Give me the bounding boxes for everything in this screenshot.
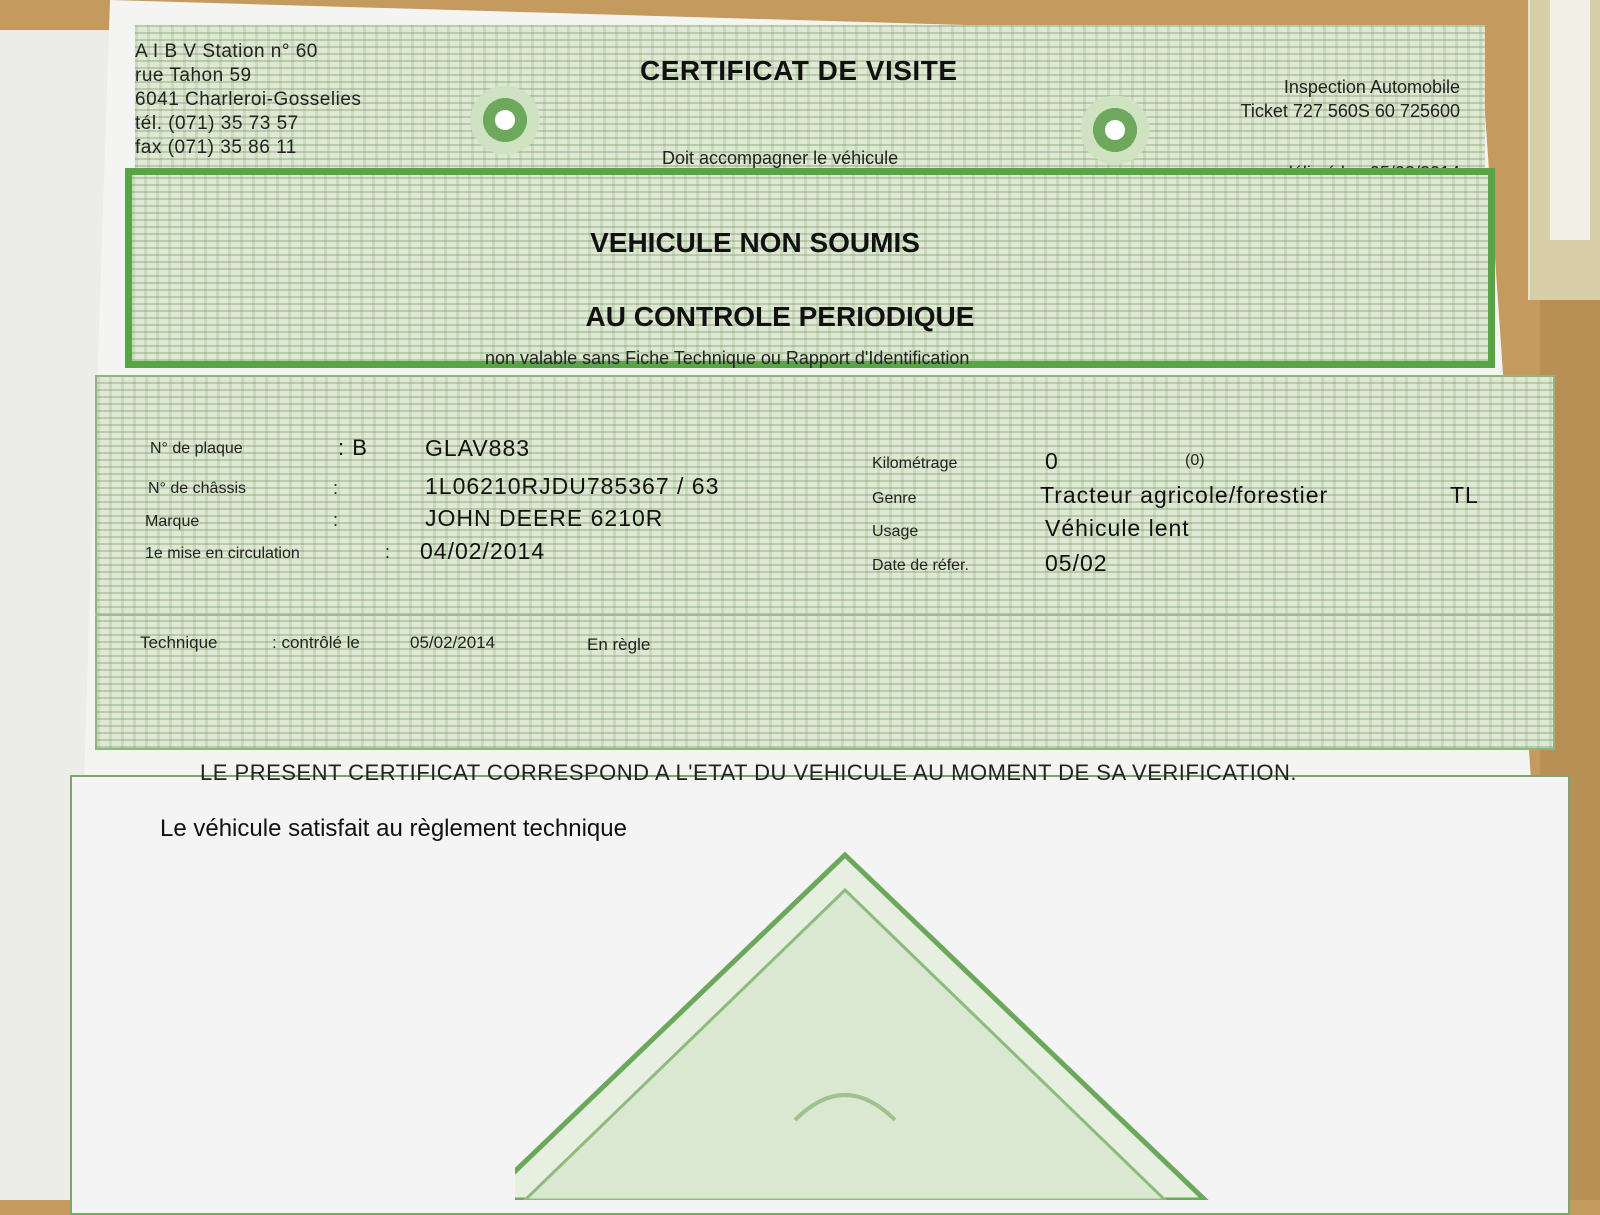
- usage-value: Véhicule lent: [1045, 515, 1190, 541]
- chassis-label: N° de châssis: [148, 480, 246, 497]
- separator: :: [333, 478, 339, 498]
- certificate-title: CERTIFICAT DE VISITE: [640, 55, 958, 86]
- control-date: 05/02/2014: [410, 633, 496, 652]
- first-registration-label: 1e mise en circulation: [145, 545, 300, 562]
- banner-line-1: VEHICULE NON SOUMIS: [590, 227, 920, 258]
- accompany-note: Doit accompagner le véhicule: [662, 148, 899, 168]
- separator: :: [333, 510, 339, 530]
- genre-value: Tracteur agricole/forestier: [1040, 482, 1329, 508]
- inspection-title: Inspection Automobile: [1283, 77, 1460, 97]
- technique-label: Technique: [140, 633, 218, 652]
- control-label: : contrôlé le: [272, 633, 360, 652]
- genre-label: Genre: [872, 490, 917, 507]
- chassis-value: 1L06210RJDU785367 / 63: [425, 473, 720, 499]
- triangle-inner: [525, 890, 1165, 1200]
- reference-date-value: 05/02: [1045, 550, 1108, 576]
- km-value: 0: [1045, 448, 1059, 474]
- ticket-number: Ticket 727 560S 60 725600: [1240, 101, 1460, 121]
- station-address: [135, 40, 465, 160]
- station-fax: fax (071) 35 86 11: [135, 137, 297, 158]
- green-triangle-emblem: [515, 850, 1215, 1200]
- reference-date-label: Date de réfer.: [872, 557, 969, 574]
- certificate-statement: LE PRESENT CERTIFICAT CORRESPOND A L'ETAT DU VEHICULE AU MOMENT DE SA VERIFICATION.: [200, 760, 1298, 785]
- separator: :: [385, 542, 391, 562]
- background-paper-sheet: [1549, 0, 1590, 240]
- compliance-statement: Le véhicule satisfait au règlement technique: [160, 815, 627, 842]
- first-registration-value: 04/02/2014: [420, 538, 546, 564]
- brand-label: Marque: [145, 513, 200, 530]
- km-label: Kilométrage: [872, 455, 958, 472]
- plate-value: GLAV883: [425, 435, 531, 461]
- eye-logo-icon: [450, 85, 560, 155]
- non-soumis-banner: [125, 168, 1495, 368]
- vehicle-info-panel: [95, 375, 1555, 750]
- brand-value: JOHN DEERE 6210R: [425, 505, 664, 531]
- usage-label: Usage: [872, 523, 919, 540]
- control-status: En règle: [587, 635, 651, 654]
- genre-code: TL: [1450, 482, 1479, 508]
- divider: [95, 614, 1555, 616]
- station-street: rue Tahon 59: [135, 65, 252, 86]
- station-line: A I B V Station n° 60: [135, 41, 318, 62]
- plate-prefix: : B: [338, 435, 368, 460]
- banner-note: non valable sans Fiche Technique ou Rapport d'Identification: [485, 348, 970, 368]
- banner-line-2: AU CONTROLE PERIODIQUE: [585, 301, 975, 332]
- km-unit: (0): [1185, 452, 1205, 469]
- station-phone: tél. (071) 35 73 57: [135, 113, 299, 134]
- plate-label: N° de plaque: [150, 440, 243, 457]
- station-city: 6041 Charleroi-Gosselies: [135, 89, 362, 110]
